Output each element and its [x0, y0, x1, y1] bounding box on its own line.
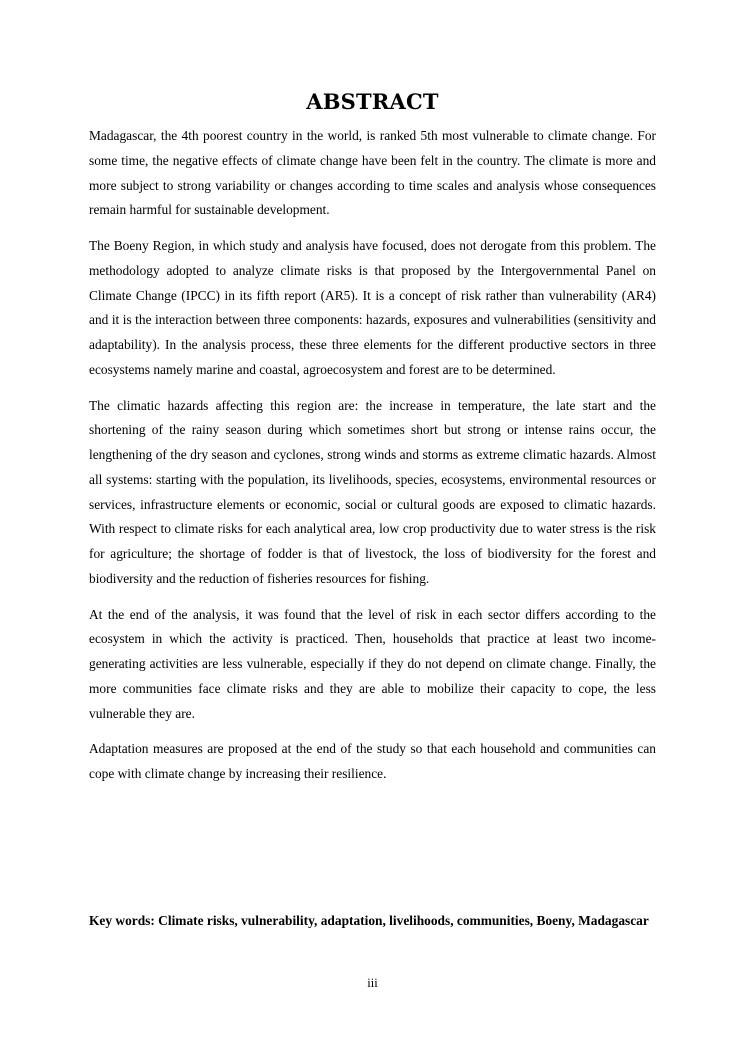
abstract-paragraph-3: The climatic hazards affecting this region are: the increase in temperature, the late start and the shortening of the rainy season during which sometimes short but strong or intense rains occur, the lengthening of the dry season and cyclones, strong winds and storms as extreme climatic hazards. Almost all systems: starting with the population, its livelihoods, species, ecosystems, environmental resources or services, infrastructure elements or economic, social or cultural goods are exposed to climatic hazards. With respect to climate risks for each analytical area, low crop productivity due to water stress is the risk for agriculture; the shortage of fodder is that of livestock, the loss of biodiversity for the forest and biodiversity and the reduction of fisheries resources for fishing. — [89, 397, 656, 586]
abstract-paragraph-5: Adaptation measures are proposed at the end of the study so that each household and communities can cope with climate change by increasing their resilience. — [89, 741, 656, 781]
abstract-paragraph-4: At the end of the analysis, it was found that the level of risk in each sector differs according to the ecosystem in which the activity is practiced. Then, households that practice at least two income-generating activities are less vulnerable, especially if they do not depend on climate change. Finally, the more communities face climate risks and they are able to mobilize their capacity to cope, the less vulnerable they are. — [89, 606, 656, 721]
keywords: Key words: Climate risks, vulnerability, adaptation, livelihoods, communities, Boeny, Madagascar — [89, 913, 649, 928]
abstract-paragraph-1: Madagascar, the 4th poorest country in the world, is ranked 5th most vulnerable to climate change. For some time, the negative effects of climate change have been felt in the country. The climate is more and more subject to strong variability or changes according to time scales and analysis whose consequences remain harmful for sustainable development. — [89, 128, 656, 218]
abstract-body — [89, 124, 656, 798]
page-title: ABSTRACT — [306, 89, 439, 114]
page-number: iii — [367, 976, 378, 990]
abstract-paragraph-2: The Boeny Region, in which study and analysis have focused, does not derogate from this problem. The methodology adopted to analyze climate risks is that proposed by the Intergovernmental Panel on Climate Change (IPCC) in its fifth report (AR5). It is a concept of risk rather than vulnerability (AR4) and it is the interaction between three components: hazards, exposures and vulnerabilities (sensitivity and adaptability). In the analysis process, these three elements for the different productive sectors in three ecosystems namely marine and coastal, agroecosystem and forest are to be determined. — [89, 238, 656, 377]
